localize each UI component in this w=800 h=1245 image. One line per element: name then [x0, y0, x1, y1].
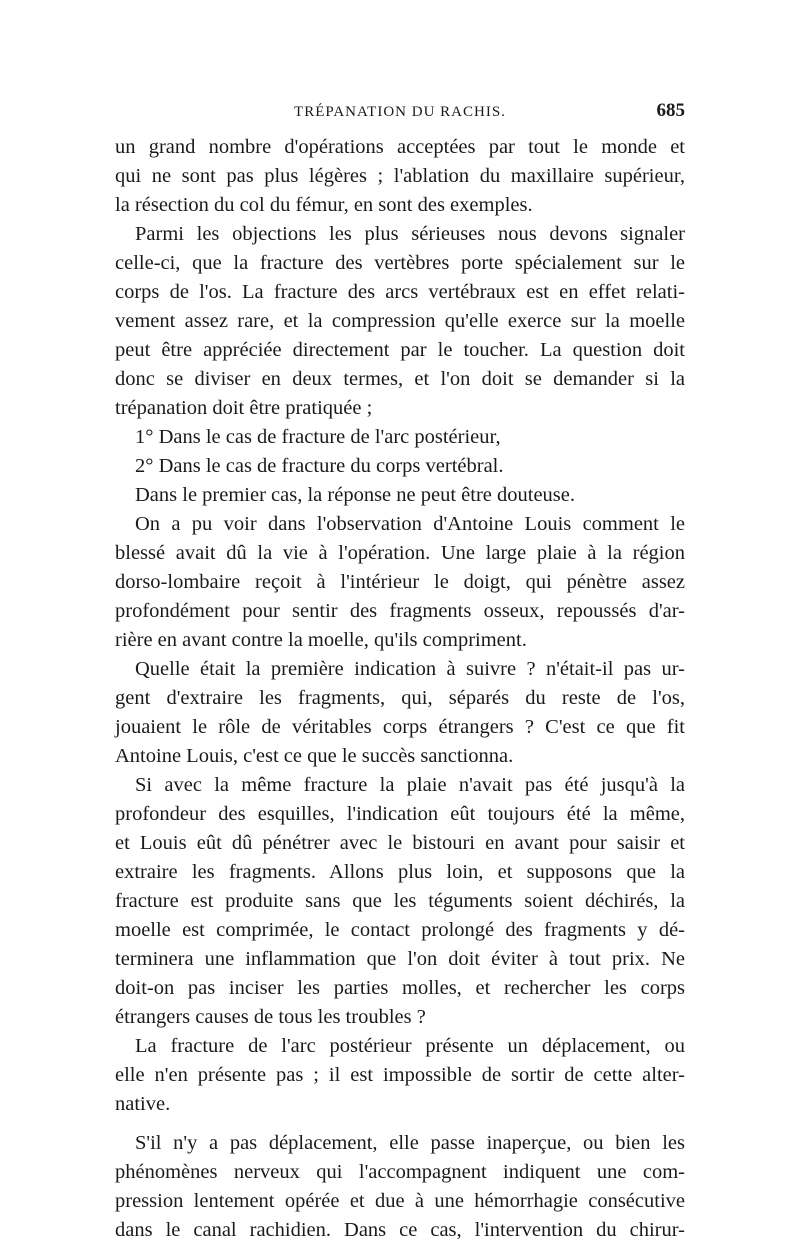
text-line: pression lentement opérée et due à une hémorrhagie consécutive: [115, 1190, 685, 1212]
text-line: profondeur des esquilles, l'indication eût toujours été la même,: [115, 803, 685, 825]
text-line: profondément pour sentir des fragments osseux, repoussés d'ar-: [115, 600, 685, 622]
text-line: La fracture de l'arc postérieur présente un déplacement, ou: [135, 1035, 685, 1057]
text-line: 1° Dans le cas de fracture de l'arc postérieur,: [135, 426, 501, 448]
page-number: 685: [656, 100, 685, 121]
text-line: peut être appréciée directement par le toucher. La question doit: [115, 339, 685, 361]
text-line: un grand nombre d'opérations acceptées par tout le monde et: [115, 136, 685, 158]
text-line: rière en avant contre la moelle, qu'ils compriment.: [115, 629, 527, 651]
text-line: et Louis eût dû pénétrer avec le bistouri en avant pour saisir et: [115, 832, 685, 854]
text-line: qui ne sont pas plus légères ; l'ablation du maxillaire supérieur,: [115, 165, 685, 187]
text-line: vement assez rare, et la compression qu'elle exerce sur la moelle: [115, 310, 685, 332]
text-line: blessé avait dû la vie à l'opération. Une large plaie à la région: [115, 542, 685, 564]
text-line: native.: [115, 1093, 171, 1115]
text-line: la résection du col du fémur, en sont des exemples.: [115, 194, 533, 216]
text-line: étrangers causes de tous les troubles ?: [115, 1006, 426, 1028]
text-line: jouaient le rôle de véritables corps étrangers ? C'est ce que fit: [115, 716, 685, 738]
text-line: donc se diviser en deux termes, et l'on doit se demander si la: [115, 368, 685, 390]
text-line: moelle est comprimée, le contact prolongé des fragments y dé-: [115, 919, 685, 941]
text-line: On a pu voir dans l'observation d'Antoine Louis comment le: [135, 513, 685, 535]
text-line: Quelle était la première indication à suivre ? n'était-il pas ur-: [135, 658, 685, 680]
text-line: Si avec la même fracture la plaie n'avait pas été jusqu'à la: [135, 774, 685, 796]
text-line: Antoine Louis, c'est ce que le succès sanctionna.: [115, 745, 514, 767]
text-line: 2° Dans le cas de fracture du corps vertébral.: [135, 455, 504, 477]
text-line: dans le canal rachidien. Dans ce cas, l'intervention du chirur-: [115, 1219, 685, 1241]
text-line: fracture est produite sans que les téguments soient déchirés, la: [115, 890, 685, 912]
text-line: dorso-lombaire reçoit à l'intérieur le doigt, qui pénètre assez: [115, 571, 685, 593]
page-header: [115, 100, 685, 130]
running-title: TRÉPANATION DU RACHIS.: [294, 104, 506, 120]
text-line: S'il n'y a pas déplacement, elle passe inaperçue, ou bien les: [135, 1132, 685, 1154]
text-line: Parmi les objections les plus sérieuses nous devons signaler: [135, 223, 685, 245]
text-line: trépanation doit être pratiquée ;: [115, 397, 373, 419]
body-text: [115, 133, 685, 1245]
paragraph-gap: [115, 1119, 685, 1129]
text-line: corps de l'os. La fracture des arcs vertébraux est en effet relati-: [115, 281, 685, 303]
text-line: celle-ci, que la fracture des vertèbres porte spécialement sur le: [115, 252, 685, 274]
text-line: Dans le premier cas, la réponse ne peut être douteuse.: [135, 484, 575, 506]
text-line: doit-on pas inciser les parties molles, et rechercher les corps: [115, 977, 685, 999]
text-line: terminera une inflammation que l'on doit éviter à tout prix. Ne: [115, 948, 685, 970]
text-line: extraire les fragments. Allons plus loin, et supposons que la: [115, 861, 685, 883]
text-line: gent d'extraire les fragments, qui, séparés du reste de l'os,: [115, 687, 685, 709]
text-line: elle n'en présente pas ; il est impossible de sortir de cette alter-: [115, 1064, 685, 1086]
text-line: phénomènes nerveux qui l'accompagnent indiquent une com-: [115, 1161, 685, 1183]
